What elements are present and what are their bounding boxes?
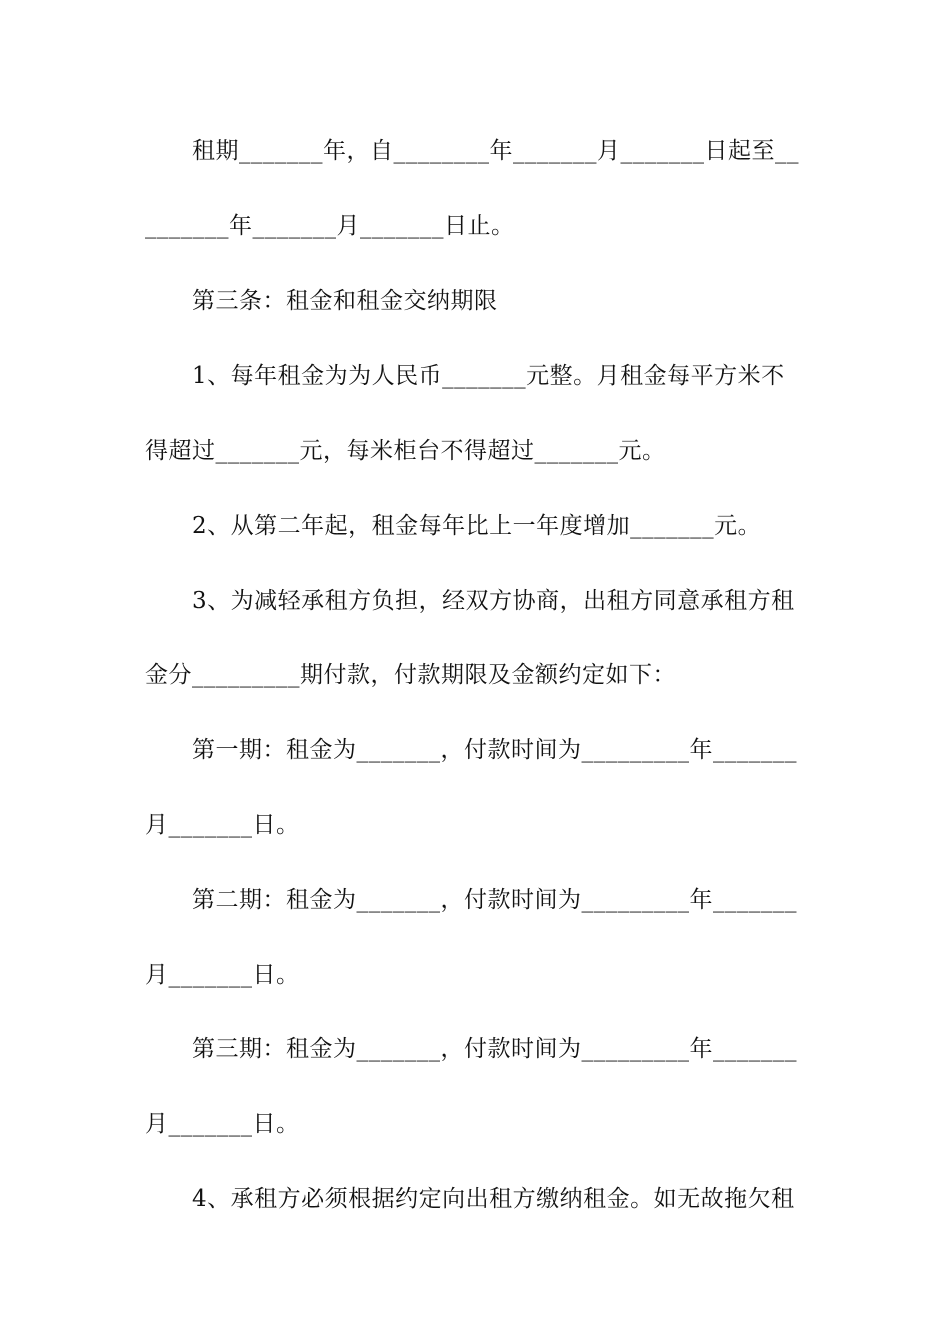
text-line-lease-term: 租期_______年，自________年_______月_______日起至__ bbox=[192, 138, 799, 164]
text-line-lease-end: _______年_______月_______日止。 bbox=[145, 213, 515, 239]
section-heading-article-3: 第三条：租金和租金交纳期限 bbox=[192, 288, 498, 314]
text-line-clause-3-cont: 金分_________期付款，付款期限及金额约定如下： bbox=[145, 662, 676, 688]
text-line-clause-1-cont: 得超过_______元，每米柜台不得超过_______元。 bbox=[145, 438, 666, 464]
text-line-installment-1: 第一期：租金为_______，付款时间为_________年_______ bbox=[192, 737, 797, 763]
text-line-clause-2: 2、从第二年起，租金每年比上一年度增加_______元。 bbox=[192, 513, 762, 539]
text-line-installment-1-cont: 月_______日。 bbox=[145, 812, 300, 838]
text-line-installment-3: 第三期：租金为_______，付款时间为_________年_______ bbox=[192, 1036, 797, 1062]
text-line-clause-3: 3、为减轻承租方负担，经双方协商，出租方同意承租方租 bbox=[192, 588, 795, 614]
text-line-installment-2-cont: 月_______日。 bbox=[145, 962, 300, 988]
text-line-installment-2: 第二期：租金为_______，付款时间为_________年_______ bbox=[192, 887, 797, 913]
text-line-installment-3-cont: 月_______日。 bbox=[145, 1111, 300, 1137]
text-line-clause-4: 4、承租方必须根据约定向出租方缴纳租金。如无故拖欠租 bbox=[192, 1186, 795, 1212]
text-line-clause-1: 1、每年租金为为人民币_______元整。月租金每平方米不 bbox=[192, 363, 785, 389]
